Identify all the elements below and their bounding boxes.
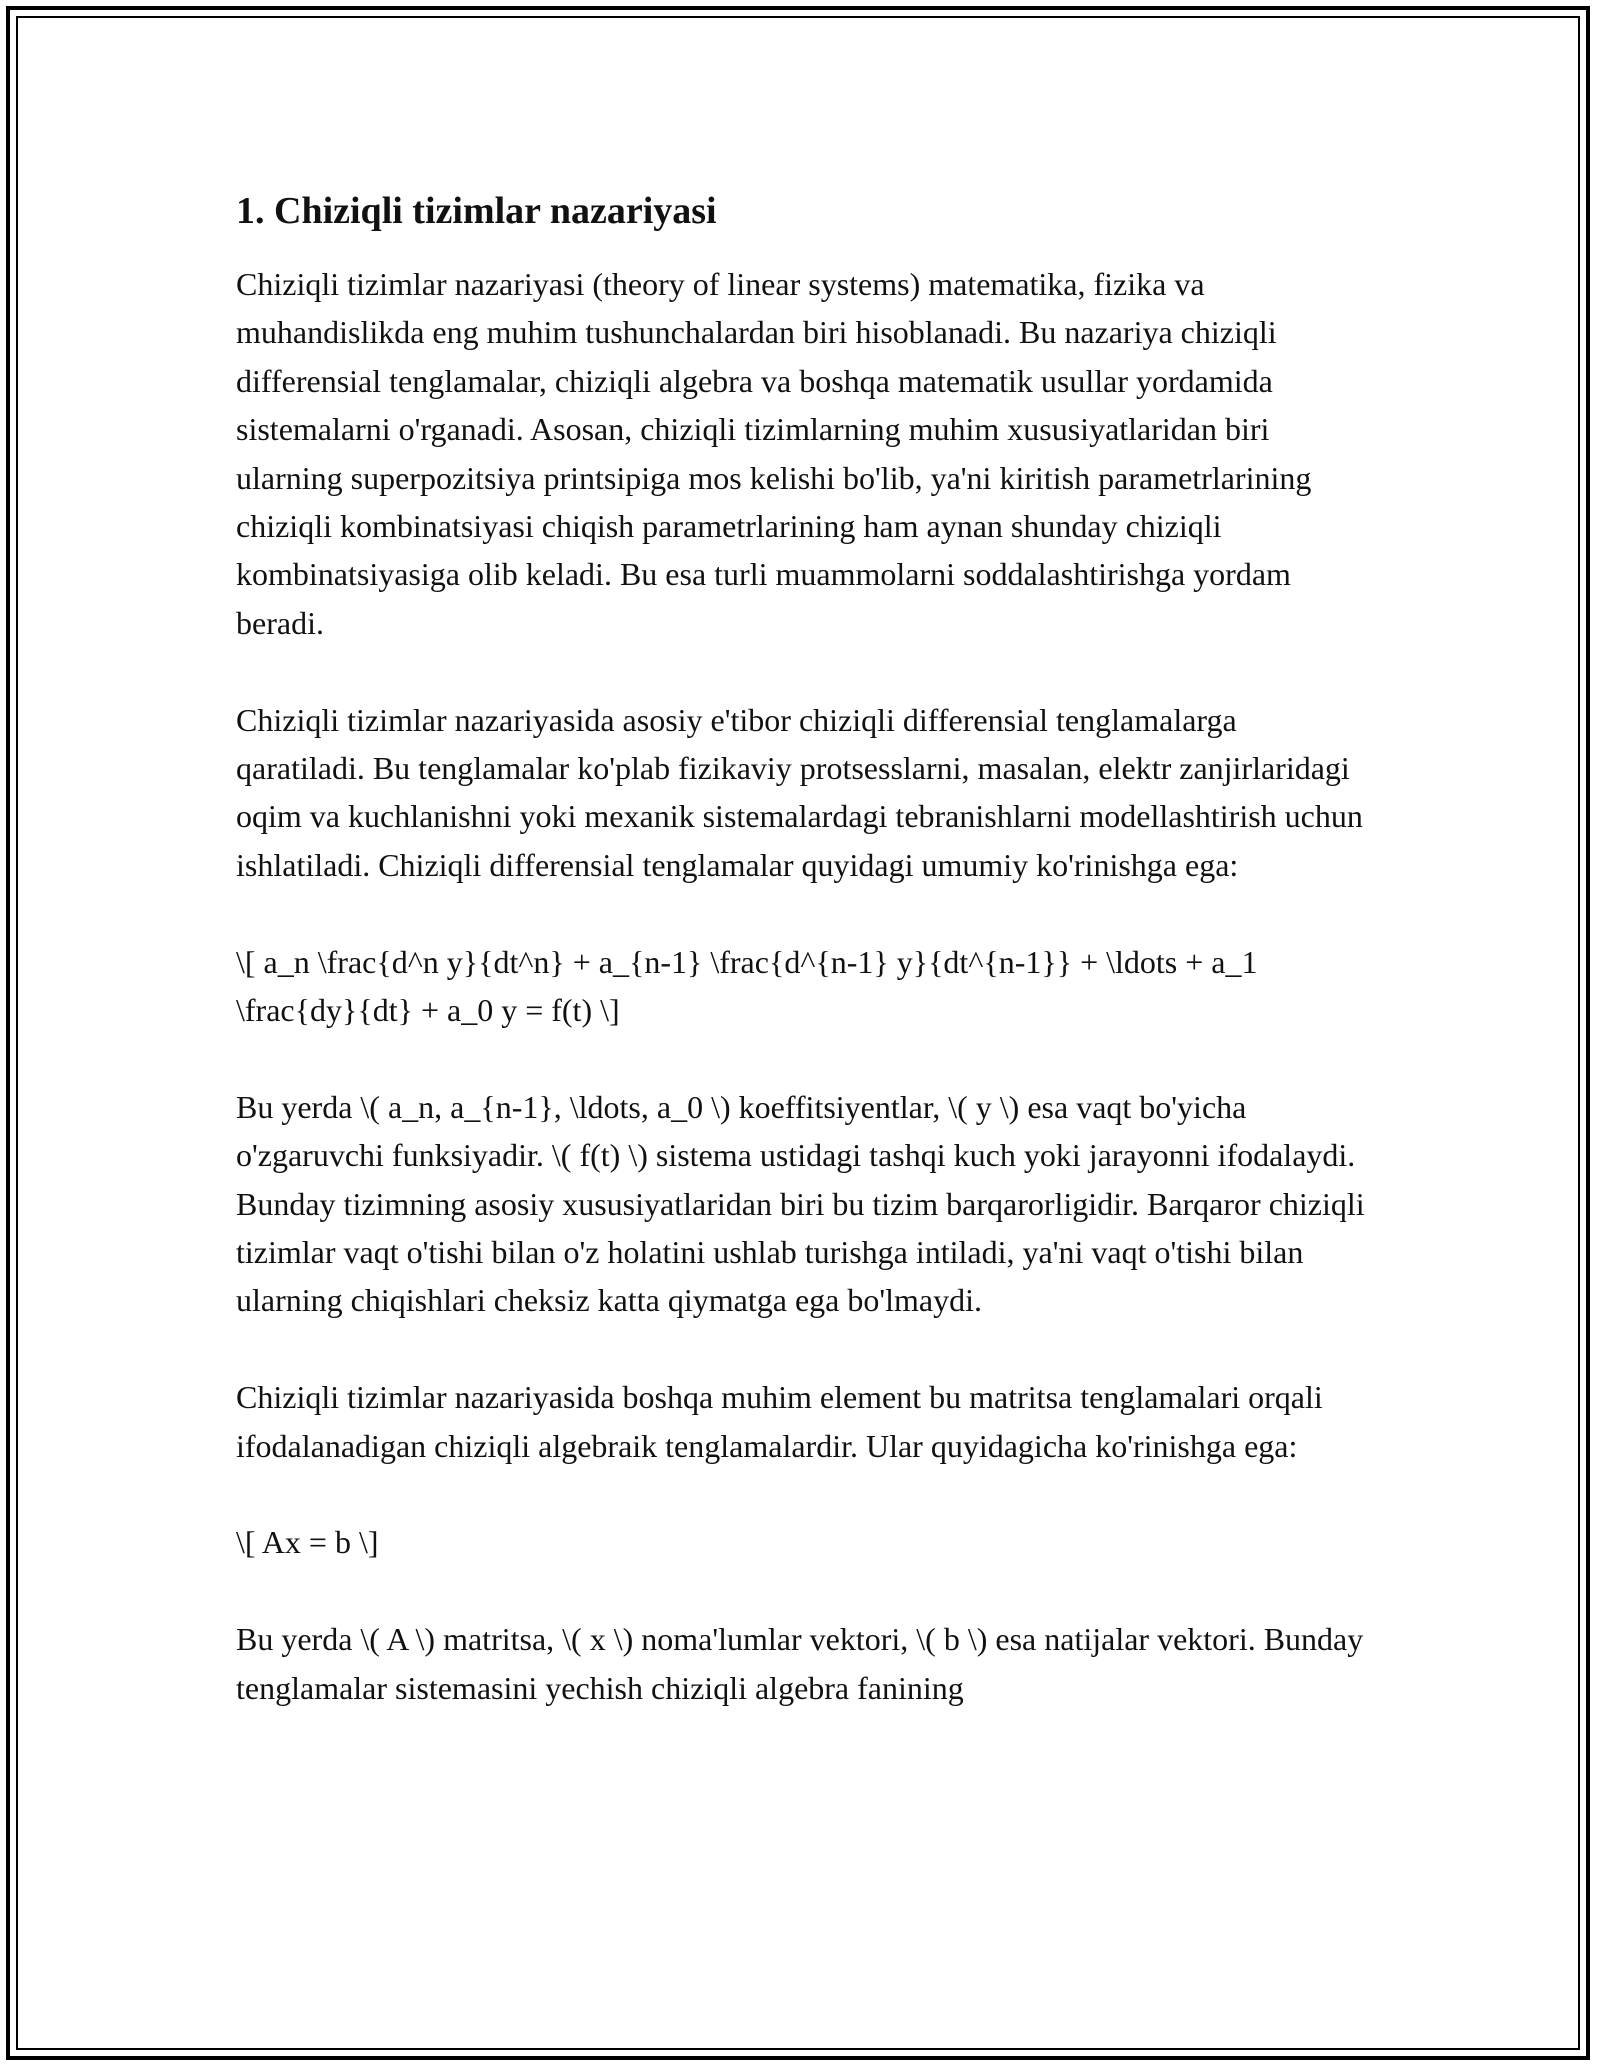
- equation-matrix: \[ Ax = b \]: [236, 1524, 379, 1561]
- paragraph-differential-equations: Chiziqli tizimlar nazariyasida asosiy e'tibor chiziqli differensial tenglamalarga qaratiladi. Bu tenglamalar ko'plab fizikaviy protsesslarni, masalan, elektr zanjirlaridagi oqim va kuchlanishni yoki mexanik sistemalardagi tebranishlarni modellashtirish uchun ishlatiladi. Chiziqli differensial tenglamalar quyidagi umumiy ko'rinishga ega:: [236, 701, 1363, 883]
- equation-differential: \[ a_n \frac{d^n y}{dt^n} + a_{n-1} \frac{d^{n-1} y}{dt^{n-1}} + \ldots + a_1 \frac{dy}{dt} + a_0 y = f(t) \]: [236, 943, 1258, 1029]
- section-heading: 1. Chiziqli tizimlar nazariyasi: [236, 190, 717, 232]
- paragraph-coefficients: Bu yerda \( a_n, a_{n-1}, \ldots, a_0 \) koeffitsiyentlar, \( y \) esa vaqt bo'yicha o'zgaruvchi funksiyadir. \( f(t) \) sistema ustidagi tashqi kuch yoki jarayonni ifodalaydi. Bunday tizimning asosiy xususiyatlaridan biri bu tizim barqarorligidir. Barqaror chiziqli tizimlar vaqt o'tishi bilan o'z holatini ushlab turishga intiladi, ya'ni vaqt o'tishi bilan ularning chiqishlari cheksiz katta qiymatga ega bo'lmaydi.: [236, 1088, 1365, 1319]
- document-body: [236, 186, 1366, 1760]
- paragraph-intro: Chiziqli tizimlar nazariyasi (theory of linear systems) matematika, fizika va muhandislikda eng muhim tushunchalardan biri hisoblanadi. Bu nazariya chiziqli differensial tenglamalar, chiziqli algebra va boshqa matematik usullar yordamida sistemalarni o'rganadi. Asosan, chiziqli tizimlarning muhim xususiyatlaridan biri ularning superpozitsiya printsipiga mos kelishi bo'lib, ya'ni kiritish parametrlarining chiziqli kombinatsiyasi chiqish parametrlarining ham aynan shunday chiziqli kombinatsiyasiga olib keladi. Bu esa turli muammolarni soddalashtirishga yordam beradi.: [236, 266, 1312, 641]
- paragraph-matrix-equations: Chiziqli tizimlar nazariyasida boshqa muhim element bu matritsa tenglamalari orqali ifodalanadigan chiziqli algebraik tenglamalardir. Ular quyidagicha ko'rinishga ega:: [236, 1379, 1323, 1464]
- paragraph-matrix-explanation: Bu yerda \( A \) matritsa, \( x \) noma'lumlar vektori, \( b \) esa natijalar vektori. Bunday tenglamalar sistemasini yechish chiziqli algebra fanining: [236, 1621, 1364, 1706]
